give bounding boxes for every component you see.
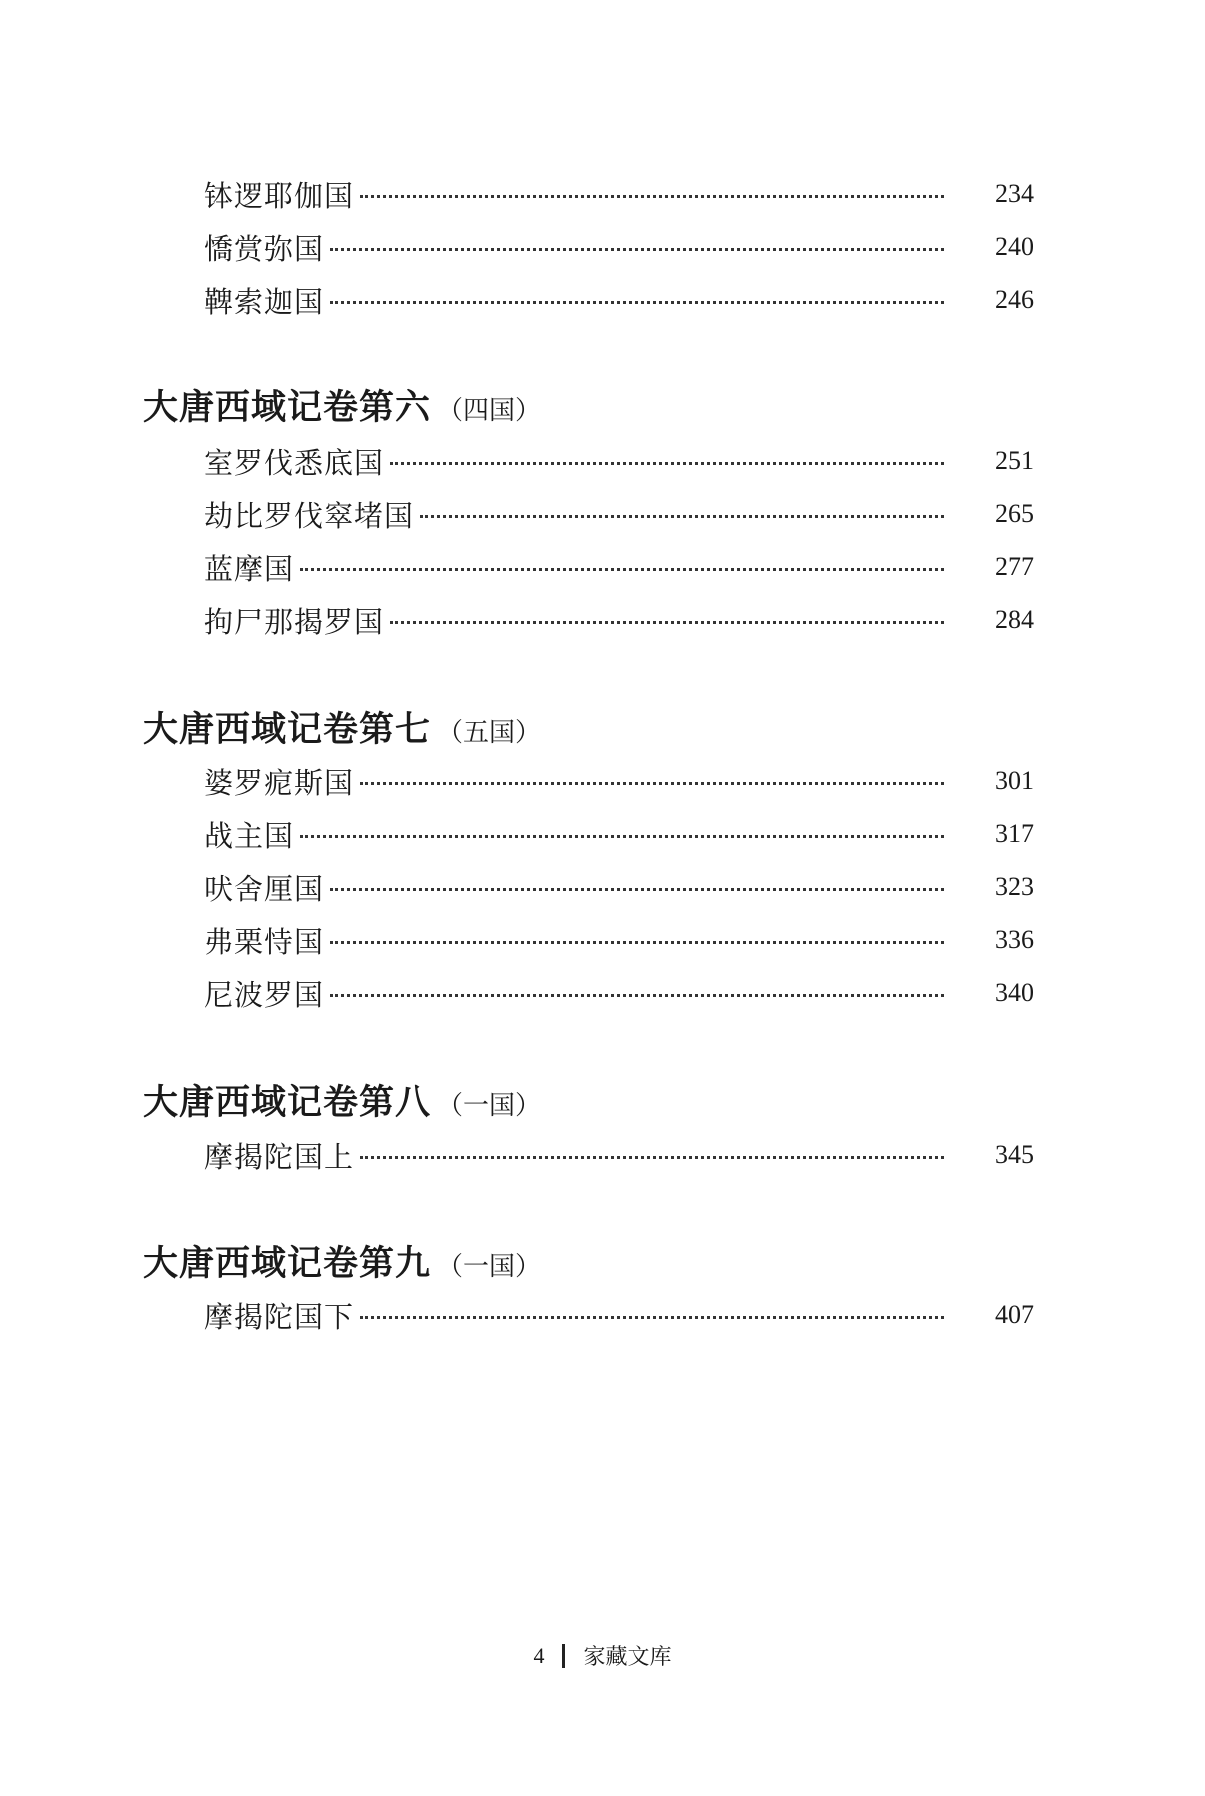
dot-leader bbox=[300, 835, 944, 838]
toc-entry-page: 317 bbox=[995, 819, 1034, 848]
toc-entry[interactable] bbox=[204, 1293, 1034, 1337]
dot-leader bbox=[390, 621, 944, 624]
toc-entry-title: 憍赏弥国 bbox=[204, 231, 325, 266]
toc-entry[interactable] bbox=[204, 598, 1034, 642]
dot-leader bbox=[360, 195, 944, 198]
section-heading bbox=[143, 1075, 541, 1131]
dot-leader bbox=[390, 462, 944, 465]
toc-entry-page: 407 bbox=[995, 1300, 1034, 1329]
dot-leader bbox=[360, 1316, 944, 1319]
toc-entry[interactable] bbox=[204, 812, 1034, 856]
section-heading-note: （四国） bbox=[437, 396, 542, 426]
toc-entry-title: 战主国 bbox=[204, 818, 295, 853]
toc-entry-page: 246 bbox=[995, 285, 1034, 314]
toc-entry[interactable] bbox=[204, 1133, 1034, 1177]
toc-entry[interactable] bbox=[204, 172, 1034, 216]
toc-entry[interactable] bbox=[204, 225, 1034, 269]
toc-entry-page: 323 bbox=[995, 872, 1034, 901]
toc-entry-page: 240 bbox=[995, 232, 1034, 261]
dot-leader bbox=[330, 941, 944, 944]
toc-entry-page: 234 bbox=[995, 179, 1034, 208]
toc-entry-page: 251 bbox=[995, 446, 1034, 475]
dot-leader bbox=[330, 994, 944, 997]
toc-entry-page: 340 bbox=[995, 978, 1034, 1007]
toc-entry-title: 摩揭陀国下 bbox=[204, 1299, 355, 1334]
section-heading-title: 大唐西域记卷第七 bbox=[143, 709, 432, 750]
toc-entry[interactable] bbox=[204, 918, 1034, 962]
toc-entry[interactable] bbox=[204, 278, 1034, 322]
toc-entry-title: 拘尸那揭罗国 bbox=[204, 604, 385, 639]
toc-entry[interactable] bbox=[204, 865, 1034, 909]
section-heading-note: （一国） bbox=[437, 1252, 542, 1282]
toc-entry-title: 摩揭陀国上 bbox=[204, 1139, 355, 1174]
toc-entry-title: 劫比罗伐窣堵国 bbox=[204, 498, 415, 533]
toc-entry-page: 284 bbox=[995, 605, 1034, 634]
dot-leader bbox=[300, 568, 944, 571]
toc-entry[interactable] bbox=[204, 971, 1034, 1015]
toc-entry-page: 277 bbox=[995, 552, 1034, 581]
page-footer bbox=[0, 1640, 1205, 1671]
toc-entry-page: 265 bbox=[995, 499, 1034, 528]
footer-series-name: 家藏文库 bbox=[583, 1645, 672, 1670]
toc-entry-title: 鞞索迦国 bbox=[204, 284, 325, 319]
toc-entry-title: 吠舍厘国 bbox=[204, 871, 325, 906]
footer-separator bbox=[562, 1644, 565, 1668]
toc-entry-title: 婆罗痆斯国 bbox=[204, 765, 355, 800]
toc-entry-page: 345 bbox=[995, 1140, 1034, 1169]
section-heading-note: （一国） bbox=[437, 1091, 542, 1121]
dot-leader bbox=[330, 301, 944, 304]
footer-page-number: 4 bbox=[533, 1642, 545, 1668]
section-heading bbox=[143, 702, 541, 758]
toc-entry-page: 336 bbox=[995, 925, 1034, 954]
section-heading-title: 大唐西域记卷第八 bbox=[143, 1082, 432, 1123]
toc-entry-title: 钵逻耶伽国 bbox=[204, 178, 355, 213]
dot-leader bbox=[330, 248, 944, 251]
toc-entry-title: 尼波罗国 bbox=[204, 977, 325, 1012]
dot-leader bbox=[360, 1156, 944, 1159]
section-heading-title: 大唐西域记卷第九 bbox=[143, 1243, 432, 1284]
toc-entry-title: 室罗伐悉底国 bbox=[204, 445, 385, 480]
toc-entry[interactable] bbox=[204, 545, 1034, 589]
section-heading-note: （五国） bbox=[437, 718, 542, 748]
section-heading bbox=[143, 1236, 541, 1292]
toc-entry[interactable] bbox=[204, 439, 1034, 483]
toc-entry-title: 弗栗恃国 bbox=[204, 924, 325, 959]
section-heading bbox=[143, 380, 541, 436]
dot-leader bbox=[360, 782, 944, 785]
toc-entry-page: 301 bbox=[995, 766, 1034, 795]
section-heading-title: 大唐西域记卷第六 bbox=[143, 387, 432, 428]
dot-leader bbox=[420, 515, 944, 518]
toc-entry[interactable] bbox=[204, 759, 1034, 803]
dot-leader bbox=[330, 888, 944, 891]
toc-entry-title: 蓝摩国 bbox=[204, 551, 295, 586]
toc-entry[interactable] bbox=[204, 492, 1034, 536]
